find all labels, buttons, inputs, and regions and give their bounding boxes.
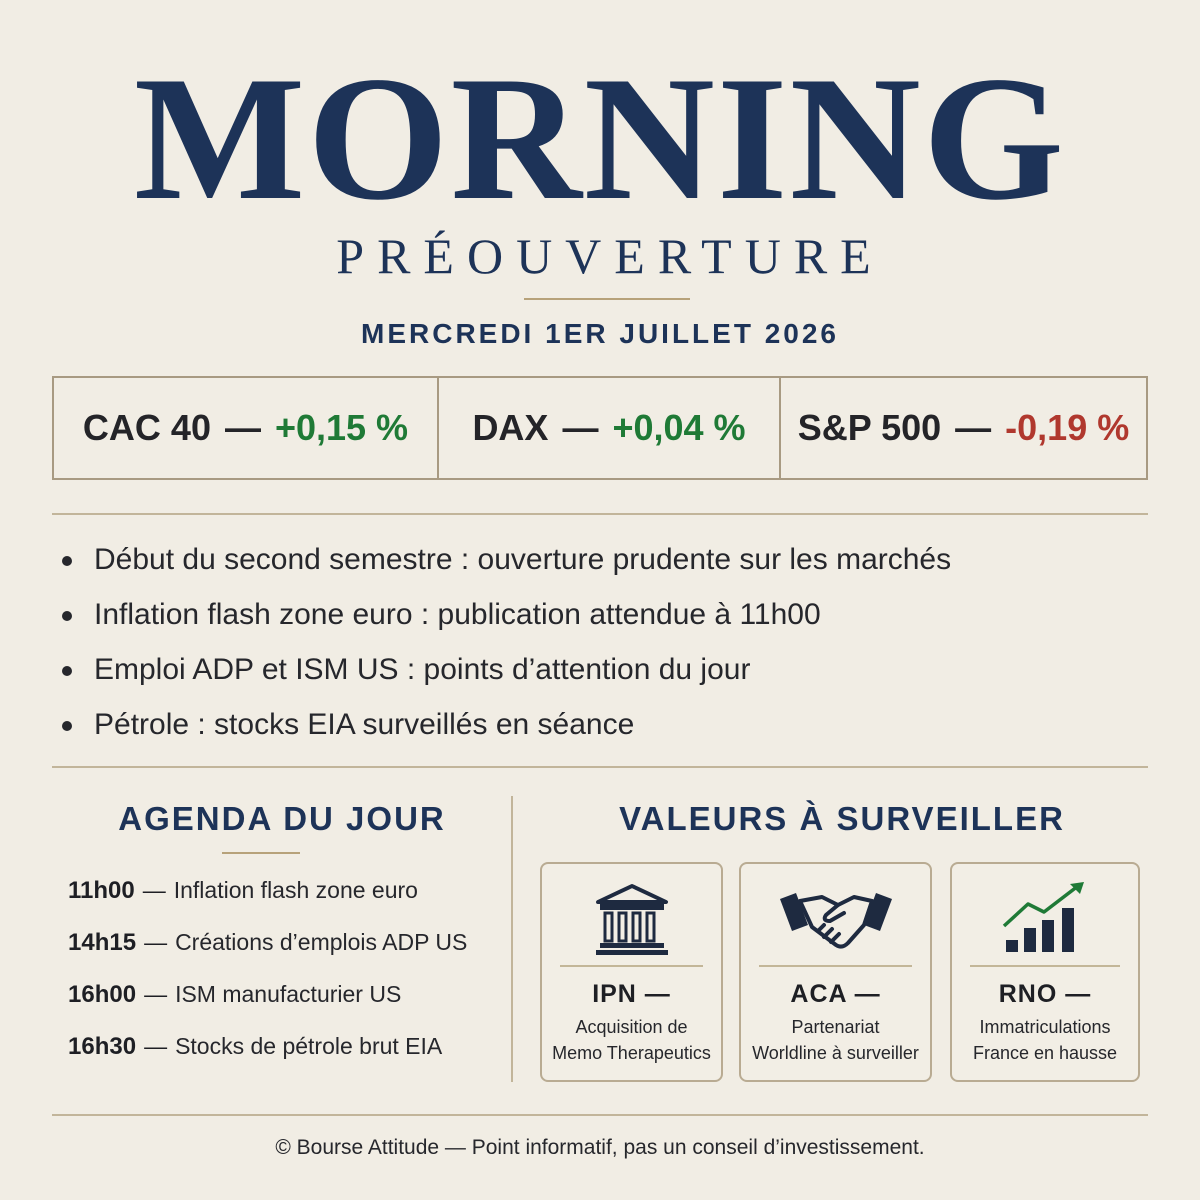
agenda-event: Créations d’emplois ADP US <box>175 929 468 955</box>
footer-divider <box>52 1114 1148 1116</box>
card-divider <box>759 965 912 967</box>
card-desc-line: France en hausse <box>972 1043 1118 1063</box>
handshake-icon <box>741 876 930 964</box>
agenda-row <box>68 922 508 974</box>
page-title: MORNING <box>133 39 1067 237</box>
card-desc-line: Memo Therapeutics <box>552 1043 711 1063</box>
agenda-row <box>68 870 508 922</box>
agenda-event: Stocks de pétrole brut EIA <box>175 1033 443 1059</box>
index-separator: — <box>224 407 261 448</box>
footer-disclaimer: © Bourse Attitude — Point informatif, pas un conseil d’investissement. <box>275 1136 925 1159</box>
agenda-separator: — <box>144 929 168 955</box>
index-separator: — <box>955 407 992 448</box>
indices-panel <box>52 376 1148 480</box>
agenda-separator: — <box>144 1033 168 1059</box>
index-change: +0,15 % <box>274 407 409 448</box>
index-dax <box>439 378 781 478</box>
agenda-list <box>68 870 508 1078</box>
agenda-separator: — <box>144 981 168 1007</box>
index-name: S&P 500 <box>797 407 942 448</box>
agenda-title-underline <box>222 852 300 854</box>
watch-card-ipn <box>540 862 723 1082</box>
card-ticker: RNO — <box>998 980 1092 1008</box>
highlight-item: Pétrole : stocks EIA surveillés en séance <box>60 697 1140 752</box>
agenda-time: 16h30 <box>68 1033 137 1060</box>
bank-icon <box>542 876 721 964</box>
agenda-time: 11h00 <box>68 877 135 904</box>
section-divider <box>52 766 1148 768</box>
index-cac40 <box>54 378 439 478</box>
agenda-event: Inflation flash zone euro <box>173 877 418 903</box>
index-change: +0,04 % <box>612 407 746 448</box>
subtitle-divider <box>524 298 690 300</box>
card-ticker: IPN — <box>592 980 671 1008</box>
agenda-title: AGENDA DU JOUR <box>118 800 446 837</box>
highlight-item: Emploi ADP et ISM US : points d’attention du jour <box>60 642 1140 697</box>
card-desc-line: Immatriculations <box>979 1017 1111 1037</box>
card-description <box>542 1014 721 1066</box>
column-divider <box>511 796 513 1082</box>
agenda-row <box>68 1026 508 1078</box>
date-line: MERCREDI 1ER JUILLET 2026 <box>361 318 839 349</box>
card-desc-line: Worldline à surveiller <box>752 1043 919 1063</box>
index-change: -0,19 % <box>1005 407 1130 448</box>
card-ticker: ACA — <box>790 980 881 1008</box>
card-desc-line: Partenariat <box>791 1017 880 1037</box>
index-sp500 <box>781 378 1146 478</box>
agenda-event: ISM manufacturier US <box>175 981 402 1007</box>
agenda-row <box>68 974 508 1026</box>
agenda-separator: — <box>142 877 166 903</box>
watch-card-rno <box>950 862 1140 1082</box>
agenda-time: 16h00 <box>68 981 137 1008</box>
card-description <box>741 1014 930 1066</box>
highlights-list <box>60 532 1140 752</box>
card-divider <box>560 965 703 967</box>
card-description <box>952 1014 1138 1066</box>
index-separator: — <box>562 407 599 448</box>
watchlist-title: VALEURS À SURVEILLER <box>619 800 1065 837</box>
card-divider <box>970 965 1120 967</box>
index-name: CAC 40 <box>82 407 211 448</box>
agenda-time: 14h15 <box>68 929 137 956</box>
section-divider <box>52 513 1148 515</box>
card-desc-line: Acquisition de <box>575 1017 688 1037</box>
highlight-item: Inflation flash zone euro : publication attendue à 11h00 <box>60 587 1140 642</box>
watch-card-aca <box>739 862 932 1082</box>
page-subtitle: PRÉOUVERTURE <box>336 228 884 284</box>
index-name: DAX <box>472 407 549 448</box>
highlight-item: Début du second semestre : ouverture prudente sur les marchés <box>60 532 1140 587</box>
growth-chart-icon <box>952 876 1138 964</box>
